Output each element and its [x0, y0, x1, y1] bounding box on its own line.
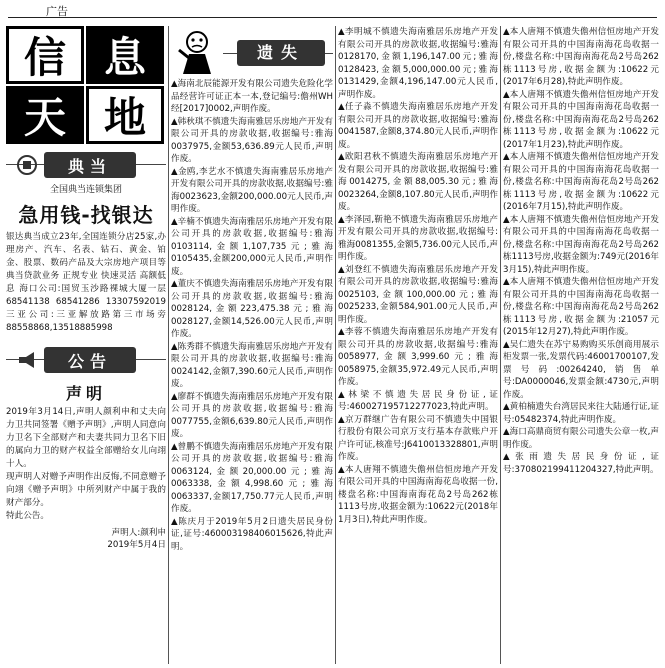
header-rule [8, 17, 657, 18]
column-rule-2 [335, 26, 336, 664]
lost-notice: ▲廖群不慎遗失海南雅居乐房地产开发有限公司开具的房款收据,收据编号:雅海0077755,金额6,639.80元人民币,声明作废。 [171, 391, 333, 439]
masthead-char-2: 息 [86, 26, 164, 84]
lost-notice: ▲欧阳君秋不慎遗失海南雅居乐房地产开发有限公司开具的房款收据,收据编号:雅海0014275,金额88,005.30元;雅海0023264,金额8,107.80元人民币,声明作废。 [338, 152, 498, 212]
announce-heading: 公告 [44, 347, 136, 373]
masthead-char-4: 地 [86, 86, 164, 144]
pawn-body: 银达典当成立23年,全国连锁分店25家,办理房产、汽车、名表、钻石、黄金、铂金、股票、数码产品及大宗房地产项目等典当贷款业务 正规专业 快速灵活 高额低息 海口公司:国贸玉沙路裸城大厦一层 68541138 68541286 13307592019 三亚公司:三亚解放路第三市场旁88558868,13518885998 [6, 232, 166, 333]
left-column [6, 26, 166, 551]
lost-notice: ▲陈秀群不慎遗失海南雅居乐房地产开发有限公司开具的房款收据,收据编号:雅海0024142,金额7,390.60元人民币,声明作废。 [171, 341, 333, 389]
lost-notice: ▲林梁不慎遗失居民身份证,证号:460027195712277023,特此声明。 [338, 389, 498, 412]
lost-notice: ▲本人唐翔不慎遗失儋州信恒房地产开发有限公司开具的中国海南海花岛收据一份,楼盘名称:中国海南海花岛2号岛262栋1113号房,收据金额为:10622元(2017年1月23),特此声明作废。 [503, 89, 659, 150]
announce-date: 2019年5月4日 [107, 540, 166, 550]
pawn-deco-icon [16, 154, 38, 176]
lost-notice: ▲金鸥,李艺水不慎遗失海南雅居乐房地产开发有限公司开具的房款收据,收据编号:雅海0023623,金额200,000.00元人民币,声明作废。 [171, 166, 333, 214]
lost-notice: ▲海口高鼎商贸有限公司遗失公章一枚,声明作废。 [503, 427, 659, 450]
lost-notice: ▲任子淼不慎遗失海南雅居乐房地产开发有限公司开具的房款收据,收据编号:雅海0041587,金额8,374.80元人民币,声明作废。 [338, 102, 498, 150]
lost-notice: ▲本人唐翔不慎遗失儋州信恒房地产开发有限公司开具的中国海南海花岛收据一份,楼盘名称:中国海南海花岛2号岛262栋1113号房,收据金额为:21057元(2015年12月27),特此声明作废。 [503, 277, 659, 337]
pawn-heading-bar [6, 150, 166, 180]
masthead-char-3: 天 [6, 86, 84, 144]
lost-notice: ▲陈庆月于2019年5月2日遗失居民身份证,证号:460003198406015626,特此声明。 [171, 516, 333, 552]
masthead [6, 26, 166, 144]
lost-notice: ▲黄柏楠遗失台湾居民来往大陆通行证,证号:05482374,特此声明作废。 [503, 402, 659, 425]
masthead-char-1: 信 [6, 26, 84, 84]
lost-column-2 [338, 26, 498, 526]
lost-notice: ▲张雨遗失居民身份证,证号:370802199411204327,特此声明。 [503, 452, 659, 475]
lost-notice: ▲辛楠不慎遗失海南雅居乐房地产开发有限公司开具的房款收据,收据编号:雅海0103114,金额1,107,735元;雅海0105435,金额200,000元人民币,声明作废。 [171, 216, 333, 277]
lost-notice: ▲董庆不慎遗失海南雅居乐房地产开发有限公司开具的房款收据,收据编号:雅海0028124,金额223,475.38元;雅海0028127,金额14,526.00元人民币,声明作废。 [171, 279, 333, 339]
lost-notice: ▲本人唐翔不慎遗失儋州信恒房地产开发有限公司开具的中国海南海花岛收据一份,楼盘名称:中国海南海花岛2号岛262栋1113号房,收据金额为:10622元(2017年6月28),特此声明作废。 [503, 27, 659, 87]
lost-notice: ▲吴仁遗失在苏宁易购购买乐创商用展示柜发票一张,发票代码:46001700107,发票号码:00264240,销售单号:DA0000046,发票金额:4730元,声明作废。 [503, 339, 659, 400]
lost-notice: ▲京万群继广告有限公司不慎遗失中国银行股份有限公司京万支行基本存款账户开户许可证,核准号:J6410013328801,声明作废。 [338, 414, 498, 462]
lost-heading-bar [171, 26, 333, 78]
pawn-title: 急用钱-找银达 [18, 203, 154, 227]
pawn-heading: 典当 [44, 152, 136, 178]
announce-body: 2019年3月14日,声明人颜利申和丈夫向力卫共同签署《赠予声明》,声明人同意向力卫名下全部财产和夫妻共同力卫名下旧的属向力卫的财产权益全部赠给女儿向翊十人。 [6, 407, 166, 469]
announce-body-2: 现声明人对赠予声明作出反悔,不同意赠予向翊《赠予声明》中所列财产中属于我的财产部分。 [6, 472, 166, 508]
announce-heading-bar [6, 345, 166, 375]
lost-notice: ▲李蓉不慎遗失海南雅居乐房地产开发有限公司开具的房款收据,收据编号:雅海0058977,金额3,999.60元;雅海0058975,金额35,972.49元人民币,声明作废。 [338, 327, 498, 387]
lost-notice: ▲本人唐翔不慎遗失儋州信恒房地产开发有限公司开具的中国海南海花岛收据一份,楼盘名称:中国海南海花岛2号岛262栋1113号房,收据金额为:10622元(2018年1月3日),特此声明作废。 [338, 464, 498, 525]
announce-signer: 声明人:颜利申 [111, 528, 166, 538]
lost-column-1 [171, 26, 333, 553]
megaphone-icon [16, 349, 38, 371]
lost-notice: ▲曾鹏不慎遗失海南雅居乐房地产开发有限公司开具的房款收据,收据编号:雅海0063124,金额20,000.00元;雅海0063338,金额4,998.60元;雅海0063337,金额17,750.77元人民币,声明作废。 [171, 441, 333, 514]
announce-body-3: 特此公告。 [6, 511, 49, 521]
pawn-subtitle: 全国典当连锁集团 [49, 185, 122, 195]
column-rule-1 [168, 26, 169, 664]
lost-notice: ▲本人唐翔不慎遗失儋州信恒房地产开发有限公司开具的中国海南海花岛收据一份,楼盘名称:中国海南海花岛2号岛262栋1113号房,收据金额为:10622元(2016年7月15),特此声明作废。 [503, 152, 659, 212]
lost-column-3 [503, 26, 659, 476]
lost-notice: ▲海南北辰能源开发有限公司遗失危险化学品经营许可证正本一本,登记编号:儋州WH经[2017]0002,声明作废。 [171, 79, 333, 114]
lost-notice: ▲刘登红不慎遗失海南雅居乐房地产开发有限公司开具的房款收据,收据编号:雅海0025103,金额100,000.00元;雅海0025233,金额584,901.00元人民币,声明作废。 [338, 264, 498, 325]
lost-notice: ▲李明城不慎遗失海南雅居乐房地产开发有限公司开具的房款收据,收据编号:雅海0128170,金额1,196,147.00元;雅海0128423,金额5,000,000.00元;雅海0131429,金额4,196,147.00元人民币,声明作废。 [338, 27, 498, 100]
header-label: 广告 [46, 5, 68, 18]
column-rule-3 [500, 26, 501, 664]
lost-notice: ▲李泽园,靳艳不慎遗失海南雅居乐房地产开发有限公司开具的房款收据,收据编号:雅海0081355,金额5,736.00元人民币,声明作废。 [338, 214, 498, 262]
lost-heading: 遗失 [237, 40, 325, 66]
lost-notice: ▲韩秋琪不慎遗失海南雅居乐房地产开发有限公司开具的房款收据,收据编号:雅海0037975,金额53,636.89元人民币,声明作废。 [171, 116, 333, 164]
character-illustration-icon [175, 28, 221, 76]
announce-title: 声明 [65, 384, 106, 403]
lost-notice: ▲本人唐翔不慎遗失儋州信恒房地产开发有限公司开具的中国海南海花岛收据一份,楼盘名称:中国海南海花岛2号岛262栋1113号房,收据金额为:749元(2016年3月15),特此声明作废。 [503, 214, 659, 275]
